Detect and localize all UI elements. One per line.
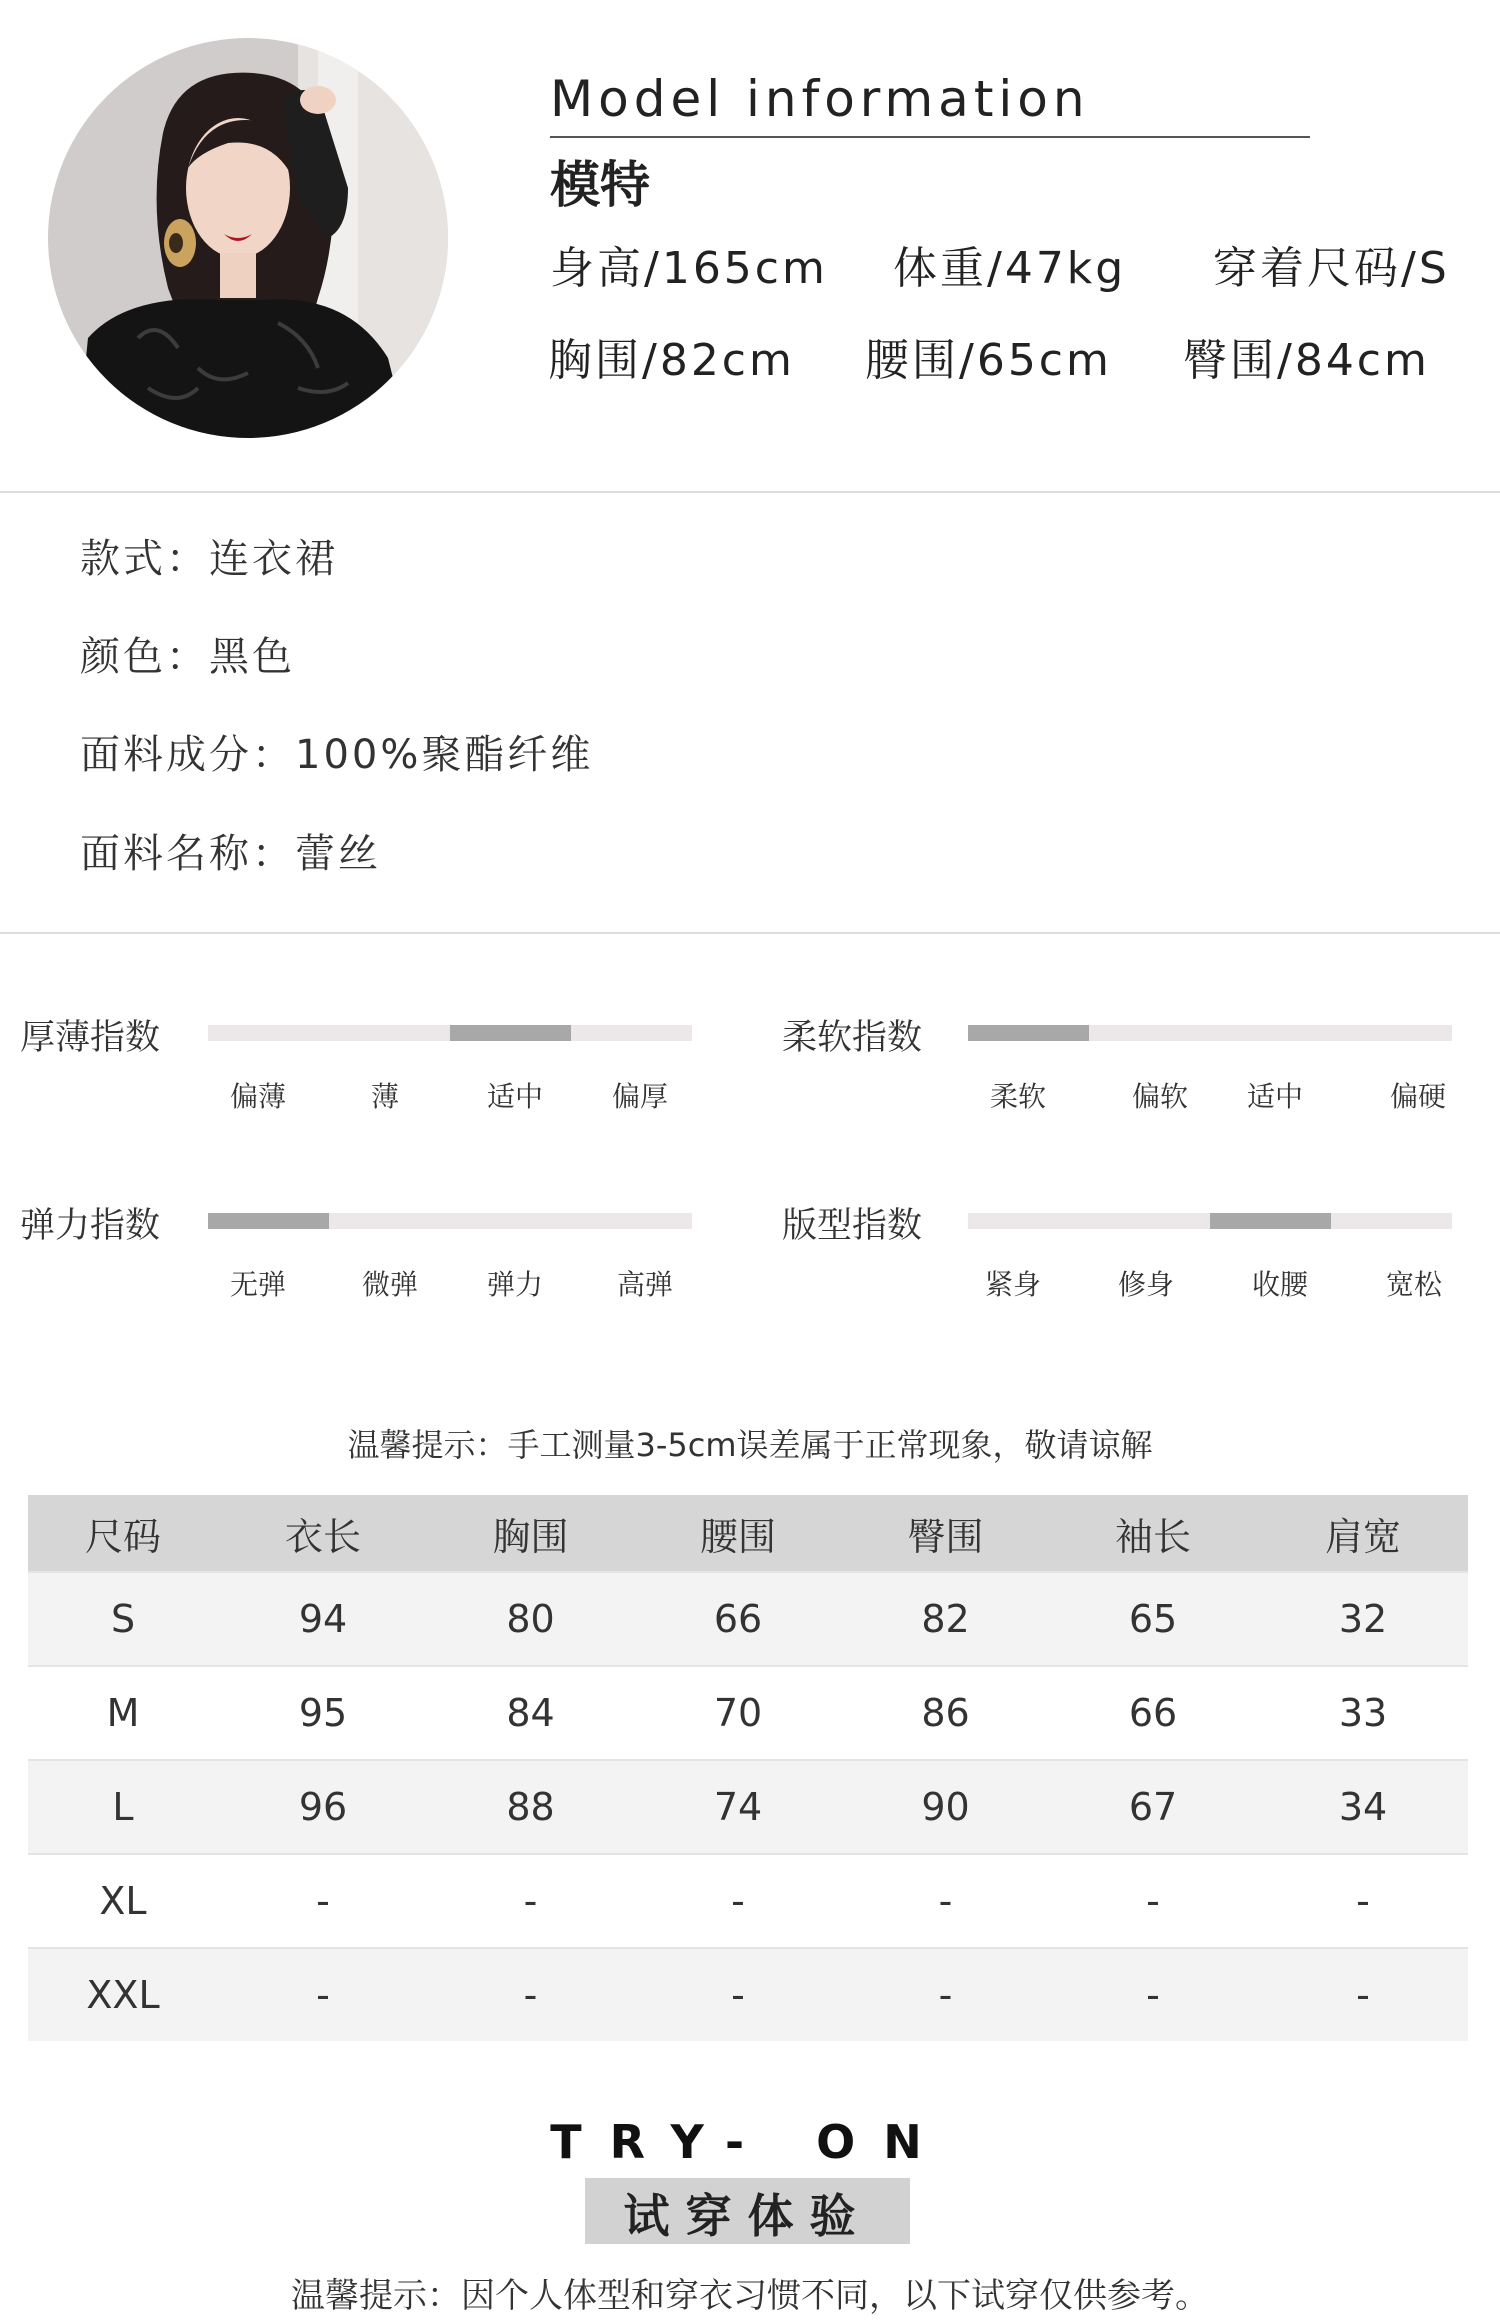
tryon-tip: 温馨提示：因个人体型和穿衣习惯不同，以下试穿仅供参考。 [291, 2276, 1209, 2316]
measurement-cell: 74 [633, 1760, 843, 1854]
index-title: 柔软指数 [782, 1018, 923, 1058]
index-level-label: 宽松 [1385, 1268, 1443, 1301]
size-label-cell: S [28, 1572, 218, 1666]
index-level-label: 紧身 [984, 1268, 1042, 1301]
tryon-title-en: TRY- ON [550, 2115, 950, 2169]
size-label-cell: XXL [28, 1948, 218, 2041]
model-bust: 胸围/82cm [548, 335, 795, 386]
measurement-cell: - [1258, 1948, 1468, 2041]
measurement-cell: 82 [843, 1572, 1048, 1666]
index-level-label: 薄 [370, 1080, 400, 1113]
measurement-cell: 94 [218, 1572, 428, 1666]
measurement-cell: - [843, 1854, 1048, 1948]
measurement-cell: 84 [428, 1666, 633, 1760]
measurement-cell: 65 [1048, 1572, 1258, 1666]
measurement-cell: - [1048, 1854, 1258, 1948]
measurement-cell: - [633, 1854, 843, 1948]
size-row [28, 1854, 1468, 1948]
measurement-cell: - [218, 1948, 428, 2041]
header-bust: 胸围 [428, 1495, 633, 1572]
attr-color: 颜色：黑色 [80, 634, 295, 680]
measurement-tip: 温馨提示：手工测量3-5cm误差属于正常现象，敬请谅解 [347, 1426, 1153, 1464]
index-title: 版型指数 [782, 1206, 923, 1246]
index-level-label: 偏厚 [611, 1080, 669, 1113]
index-bar-track [968, 1213, 1452, 1229]
measurement-cell: - [1258, 1854, 1468, 1948]
measurement-cell: 66 [1048, 1666, 1258, 1760]
header-waist: 腰围 [633, 1495, 843, 1572]
index-level-label: 柔软 [989, 1080, 1047, 1113]
size-label-cell: L [28, 1760, 218, 1854]
measurement-cell: 90 [843, 1760, 1048, 1854]
measurement-cell: 96 [218, 1760, 428, 1854]
index-bar-track [208, 1213, 692, 1229]
index-bar-selected [1210, 1213, 1331, 1229]
header-sleeve: 袖长 [1048, 1495, 1258, 1572]
header-length: 衣长 [218, 1495, 428, 1572]
size-label-cell: XL [28, 1854, 218, 1948]
attr-style: 款式：连衣裙 [80, 536, 338, 582]
index-level-label: 适中 [1246, 1080, 1304, 1113]
measurement-cell: 34 [1258, 1760, 1468, 1854]
heading-underline [550, 136, 1310, 138]
size-row [28, 1666, 1468, 1760]
index-level-label: 弹力 [486, 1268, 544, 1301]
measurement-cell: - [428, 1948, 633, 2041]
index-level-label: 微弹 [361, 1268, 419, 1301]
index-level-label: 适中 [486, 1080, 544, 1113]
index-level-label: 偏薄 [229, 1080, 287, 1113]
index-level-label: 无弹 [229, 1268, 287, 1301]
tryon-title-cn: 试穿体验 [623, 2189, 872, 2243]
section-divider [0, 491, 1500, 493]
model-weight: 体重/47kg [893, 243, 1127, 294]
model-waist: 腰围/65cm [865, 335, 1112, 386]
model-photo [48, 38, 448, 438]
model-subheading: 模特 [550, 156, 650, 214]
index-bar-track [208, 1025, 692, 1041]
index-title: 弹力指数 [20, 1206, 161, 1246]
measurement-cell: - [428, 1854, 633, 1948]
measurement-cell: 70 [633, 1666, 843, 1760]
size-table-header-row [28, 1495, 1468, 1572]
measurement-cell: 95 [218, 1666, 428, 1760]
size-label-cell: M [28, 1666, 218, 1760]
measurement-cell: - [1048, 1948, 1258, 2041]
model-height: 身高/165cm [550, 243, 828, 294]
measurement-cell: - [633, 1948, 843, 2041]
header-size: 尺码 [28, 1495, 218, 1572]
index-level-label: 修身 [1117, 1268, 1175, 1301]
size-table [28, 1495, 1468, 2041]
measurement-cell: 88 [428, 1760, 633, 1854]
model-size: 穿着尺码/S [1213, 243, 1450, 294]
attr-fabric-composition: 面料成分：100%聚酯纤维 [80, 732, 594, 778]
model-portrait-image [48, 38, 448, 438]
size-row [28, 1760, 1468, 1854]
measurement-cell: - [843, 1948, 1048, 2041]
section-divider [0, 932, 1500, 934]
size-row [28, 1572, 1468, 1666]
index-bar-selected [208, 1213, 329, 1229]
index-title: 厚薄指数 [20, 1018, 161, 1058]
attr-fabric-name: 面料名称：蕾丝 [80, 831, 381, 877]
index-level-label: 收腰 [1251, 1268, 1309, 1301]
model-hip: 臀围/84cm [1183, 335, 1430, 386]
index-bar-selected [968, 1025, 1089, 1041]
size-row [28, 1948, 1468, 2041]
header-shoulder: 肩宽 [1258, 1495, 1468, 1572]
index-level-label: 偏软 [1131, 1080, 1189, 1113]
measurement-cell: 66 [633, 1572, 843, 1666]
index-bar-track [968, 1025, 1452, 1041]
index-level-label: 高弹 [616, 1268, 674, 1301]
index-bar-selected [450, 1025, 571, 1041]
measurement-cell: 33 [1258, 1666, 1468, 1760]
header-hip: 臀围 [843, 1495, 1048, 1572]
measurement-cell: - [218, 1854, 428, 1948]
model-info-heading: Model information [550, 70, 1090, 128]
measurement-cell: 80 [428, 1572, 633, 1666]
measurement-cell: 86 [843, 1666, 1048, 1760]
measurement-cell: 32 [1258, 1572, 1468, 1666]
index-level-label: 偏硬 [1389, 1080, 1447, 1113]
measurement-cell: 67 [1048, 1760, 1258, 1854]
